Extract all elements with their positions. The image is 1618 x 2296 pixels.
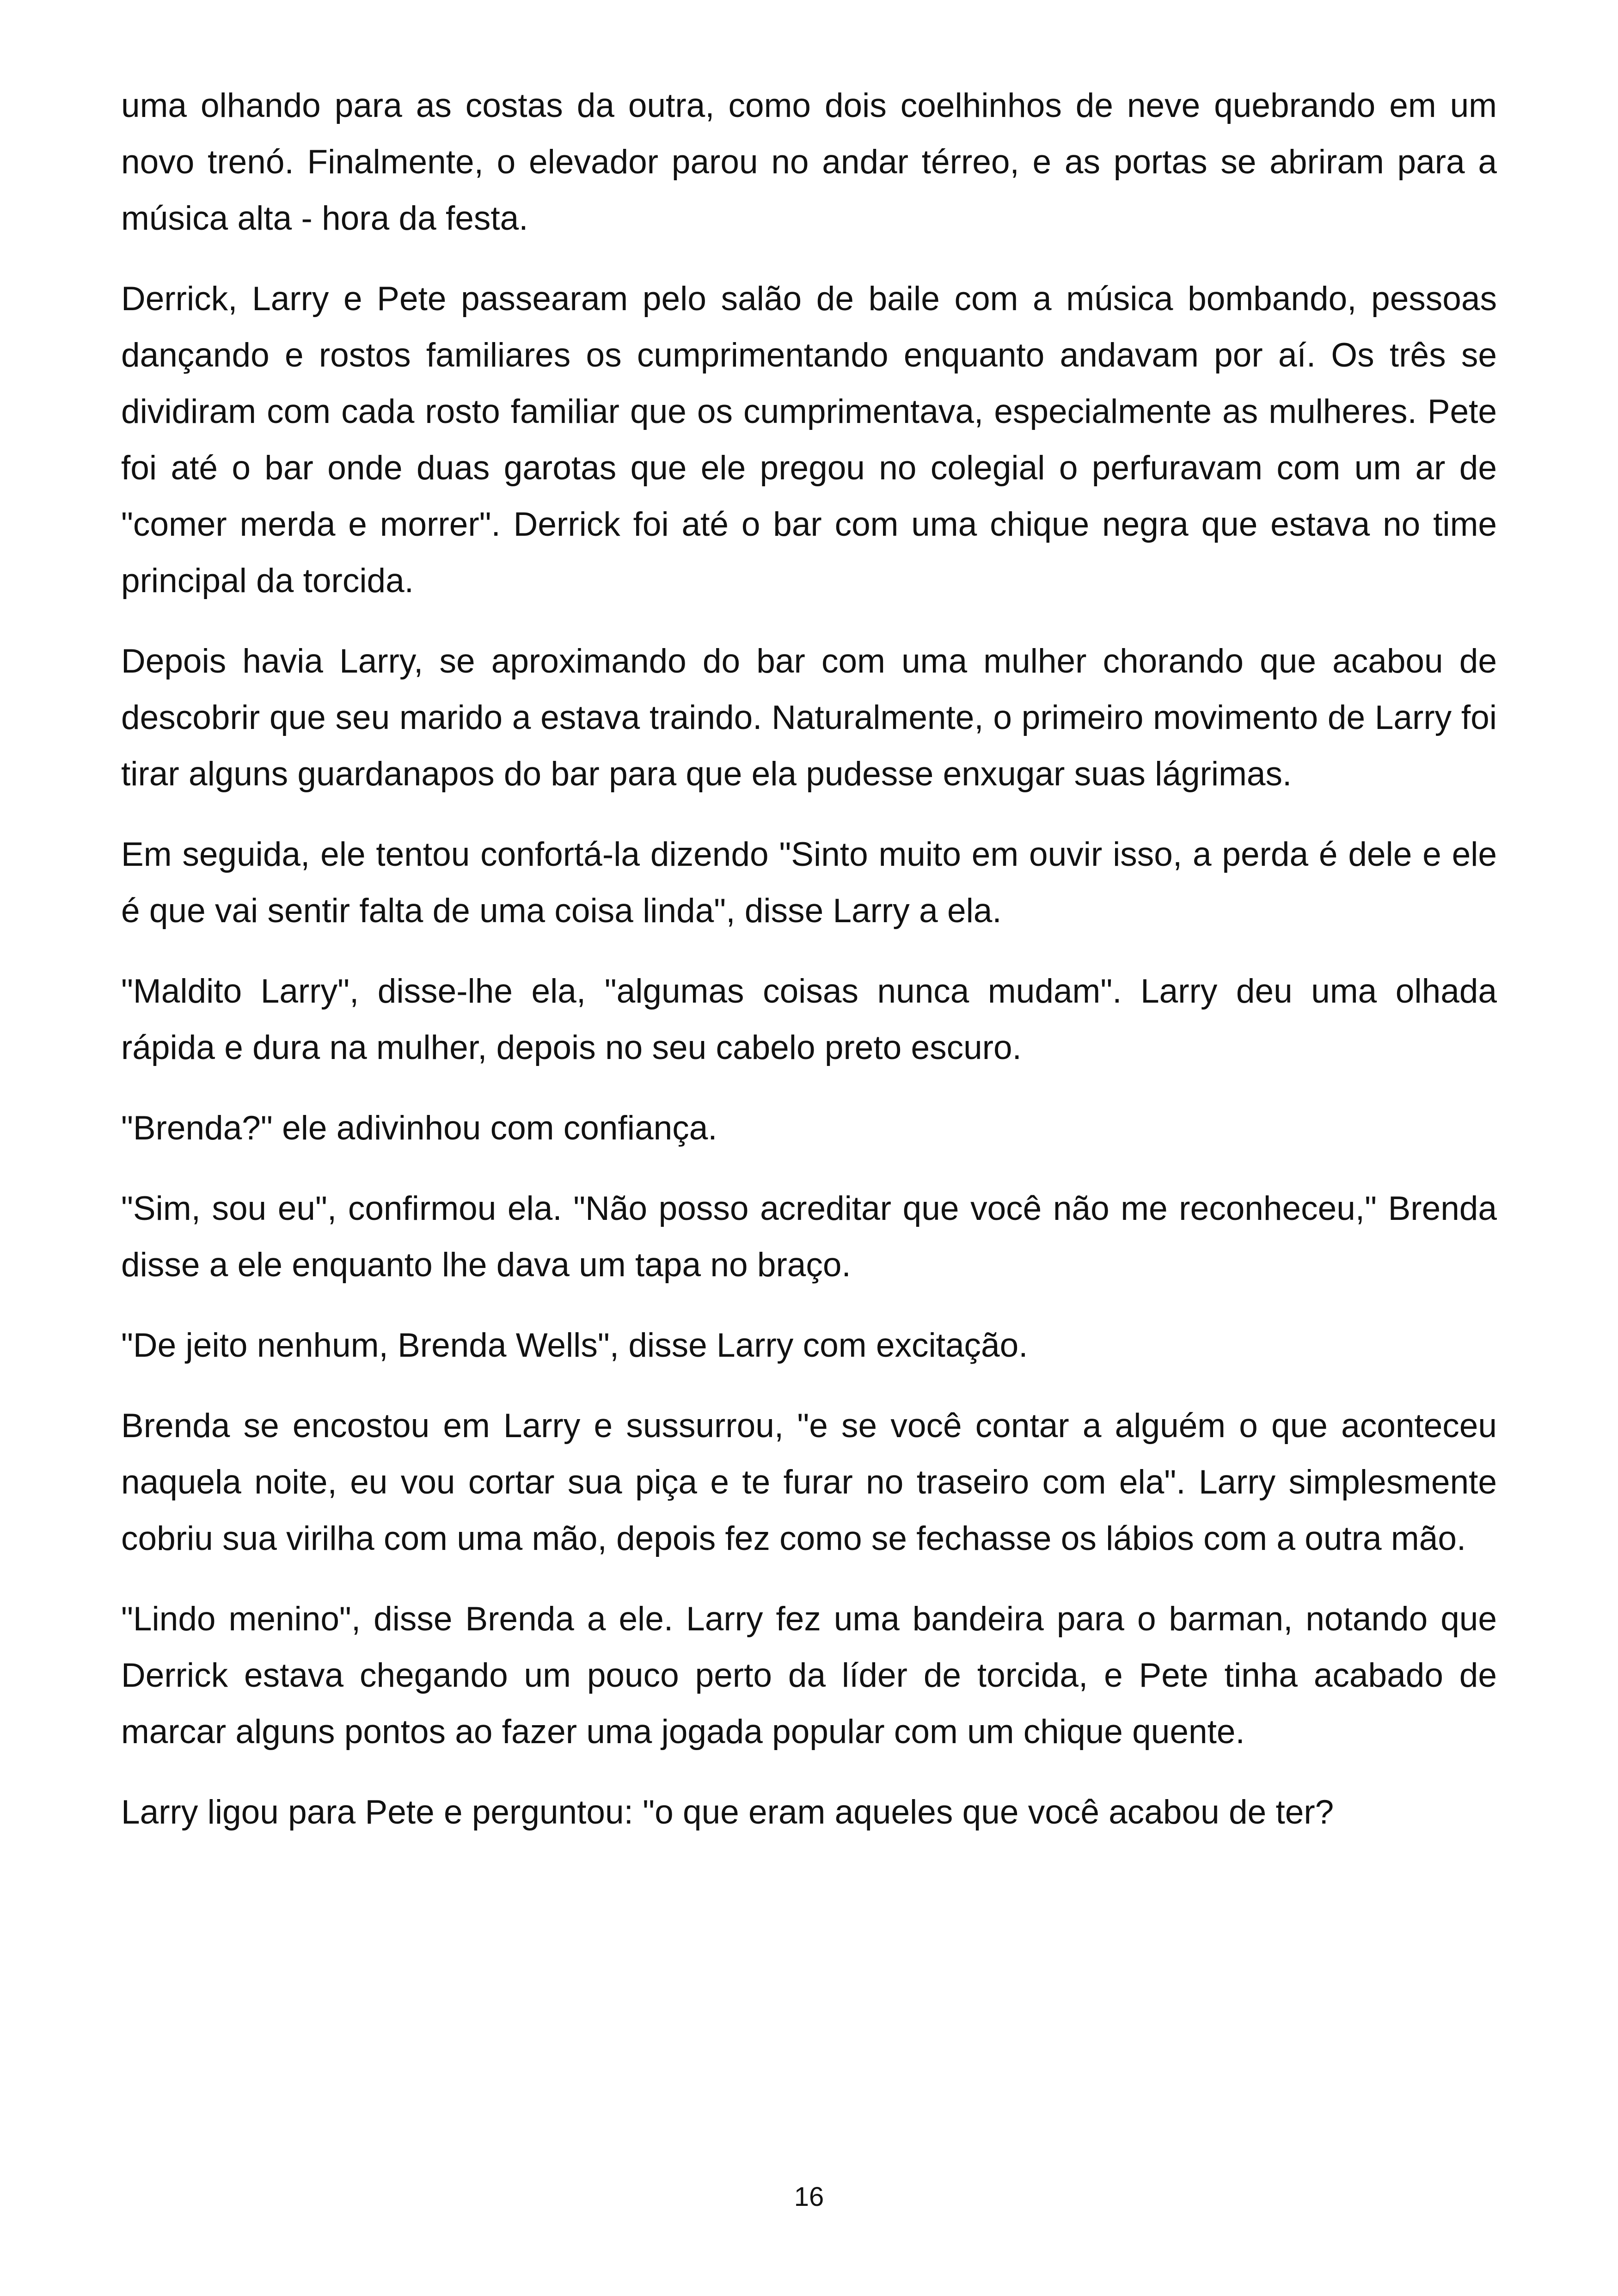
body-text [121,78,1497,1865]
paragraph-1: uma olhando para as costas da outra, como dois coelhinhos de neve quebrando em um novo trenó. Finalmente, o elevador parou no andar térreo, e as portas se abriram para a música alta - hora da festa. [121,87,1497,237]
paragraph-8: "De jeito nenhum, Brenda Wells", disse Larry com excitação. [121,1327,1028,1364]
paragraph-4: Em seguida, ele tentou confortá-la dizendo "Sinto muito em ouvir isso, a perda é dele e ele é que vai sentir falta de uma coisa linda", disse Larry a ela. [121,836,1497,930]
paragraph-6: "Brenda?" ele adivinhou com confiança. [121,1109,717,1147]
paragraph-3: Depois havia Larry, se aproximando do bar com uma mulher chorando que acabou de descobrir que seu marido a estava traindo. Naturalmente, o primeiro movimento de Larry foi tirar alguns guardanapos do bar para que ela pudesse enxugar suas lágrimas. [121,643,1497,793]
paragraph-11: Larry ligou para Pete e perguntou: "o que eram aqueles que você acabou de ter? [121,1794,1334,1831]
paragraph-7: "Sim, sou eu", confirmou ela. "Não posso acreditar que você não me reconheceu," Brenda disse a ele enquanto lhe dava um tapa no braço. [121,1190,1497,1284]
paragraph-9: Brenda se encostou em Larry e sussurrou, "e se você contar a alguém o que aconteceu naquela noite, eu vou cortar sua piça e te furar no traseiro com ela". Larry simplesmente cobriu sua virilha com uma mão, depois fez como se fechasse os lábios com a outra mão. [121,1407,1497,1557]
paragraph-10: "Lindo menino", disse Brenda a ele. Larry fez uma bandeira para o barman, notando que Derrick estava chegando um pouco perto da líder de torcida, e Pete tinha acabado de marcar alguns pontos ao fazer uma jogada popular com um chique quente. [121,1600,1497,1751]
paragraph-5: "Maldito Larry", disse-lhe ela, "algumas coisas nunca mudam". Larry deu uma olhada rápida e dura na mulher, depois no seu cabelo preto escuro. [121,973,1497,1066]
paragraph-2: Derrick, Larry e Pete passearam pelo salão de baile com a música bombando, pessoas dançando e rostos familiares os cumprimentando enquanto andavam por aí. Os três se dividiram com cada rosto familiar que os cumprimentava, especialmente as mulheres. Pete foi até o bar onde duas garotas que ele pregou no colegial o perfuravam com um ar de "comer merda e morrer". Derrick foi até o bar com uma chique negra que estava no time principal da torcida. [121,280,1497,600]
page-number: 16 [794,2182,824,2212]
